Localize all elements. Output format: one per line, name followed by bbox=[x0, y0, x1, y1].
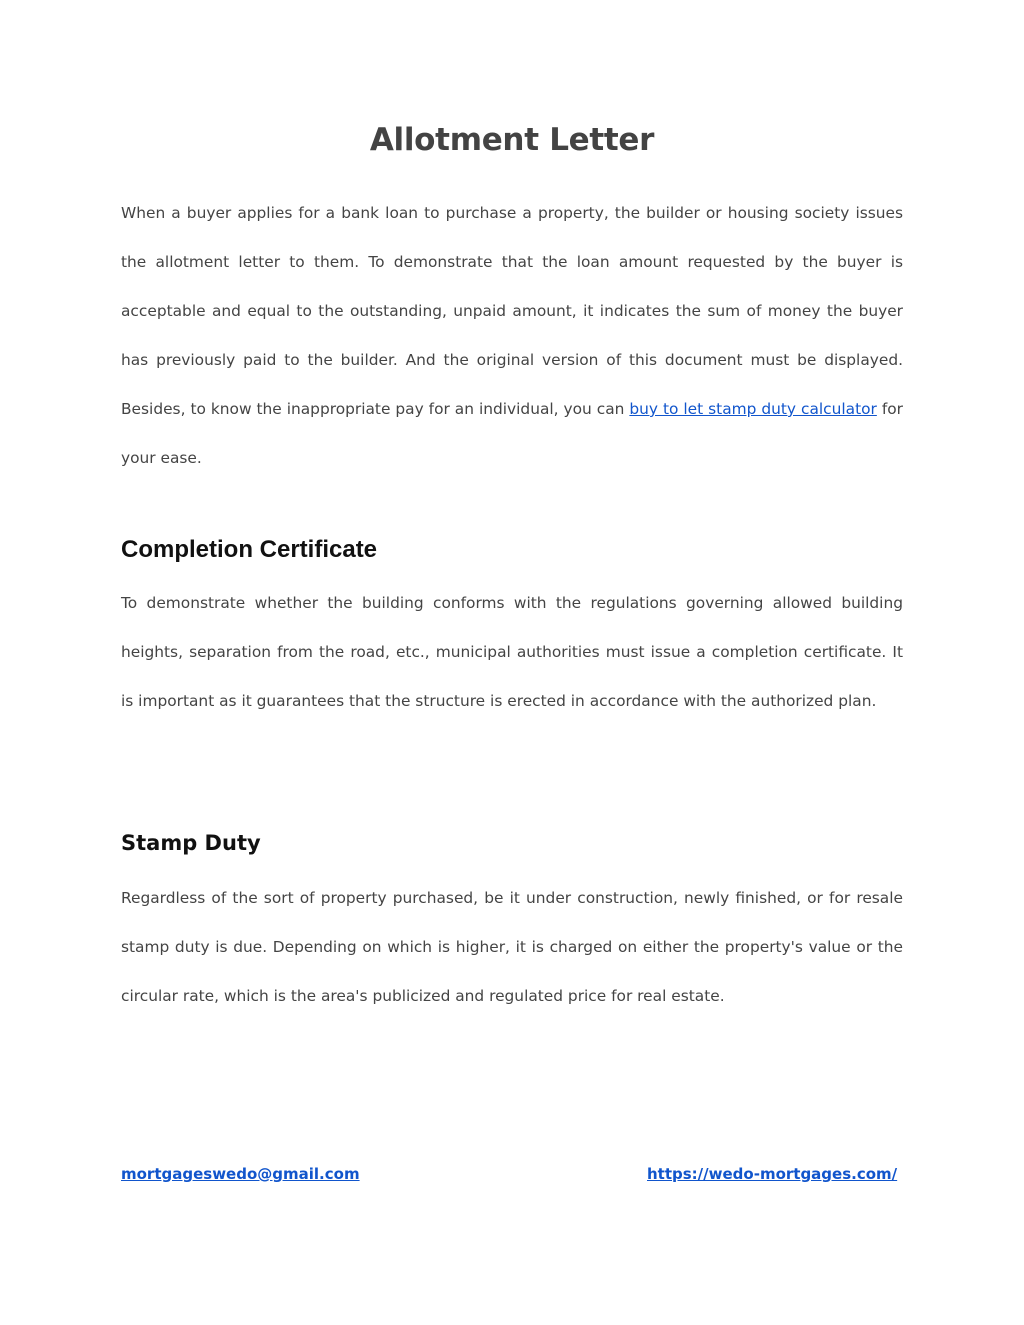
stamp-duty-calculator-link[interactable]: buy to let stamp duty calculator bbox=[629, 400, 877, 418]
intro-text-end: for your ease. bbox=[121, 400, 903, 467]
section-heading-stamp-duty: Stamp Duty bbox=[121, 831, 261, 855]
stamp-duty-paragraph: Regardless of the sort of property purchased, be it under construction, newly finished, or for resale stamp duty is due. Depending on which is higher, it is charged on either the property's value or the circular rate, which is the area's publicized and regulated price for real estate. bbox=[121, 889, 903, 1005]
section-heading-completion-certificate: Completion Certificate bbox=[121, 536, 378, 563]
footer-website-link[interactable]: https://wedo-mortgages.com/ bbox=[647, 1165, 898, 1183]
intro-text: When a buyer applies for a bank loan to purchase a property, the builder or housing society issues the allotment letter to them. To demonstrate that the loan amount requested by the buyer is acceptable and equal to the outstanding, unpaid amount, it indicates the sum of money the buyer has previously paid to the builder. And the original version of this document must be displayed. Besides, to know the inappropriate pay for an individual, you can bbox=[121, 204, 903, 418]
intro-paragraph bbox=[121, 189, 903, 483]
page-title: Allotment Letter bbox=[369, 122, 655, 158]
footer-email-link[interactable]: mortgageswedo@gmail.com bbox=[121, 1165, 360, 1183]
completion-certificate-paragraph: To demonstrate whether the building conforms with the regulations governing allowed building heights, separation from the road, etc., municipal authorities must issue a completion certificate. It is important as it guarantees that the structure is erected in accordance with the authorized plan. bbox=[121, 594, 903, 710]
